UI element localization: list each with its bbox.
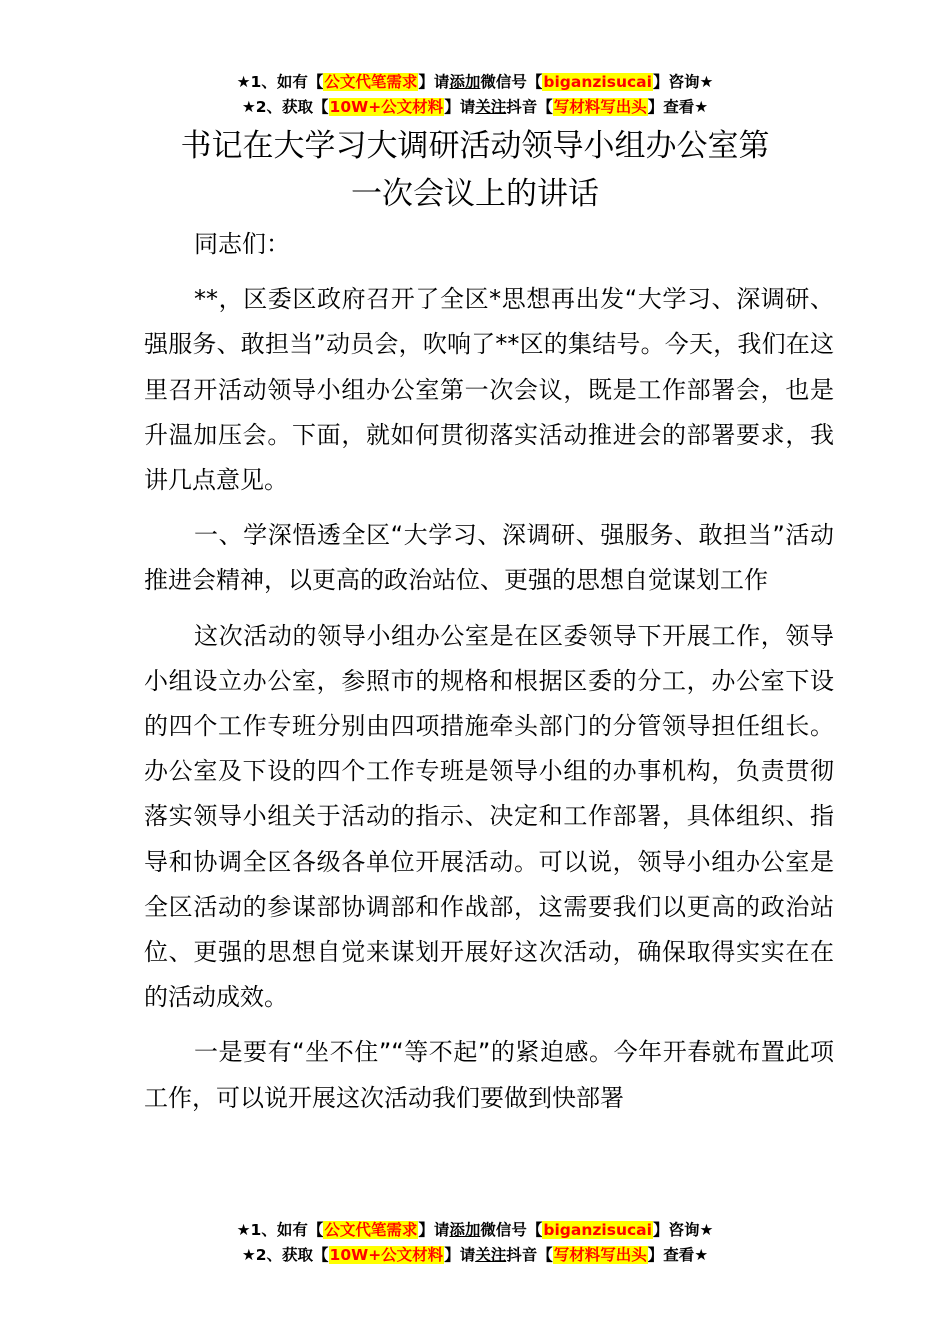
paragraph: 这次活动的领导小组办公室是在区委领导下开展工作，领导小组设立办公室，参照市的规格和根据区委的分工，办公室下设的四个工作专班分别由四项措施牵头部门的分管领导担任组长。办公室及下设的四个工作专班是领导小组的办事机构，负责贯彻落实领导小组关于活动的指示、决定和工作部署，具体组织、指导和协调全区各级各单位开展活动。可以说，领导小组办公室是全区活动的参谋部协调部和作战部，这需要我们以更高的政治站位、更强的思想自觉来谋划开展好这次活动，确保取得实实在在的活动成效。 [144, 621, 834, 1012]
highlight-materials: 10W+公文材料 [329, 98, 444, 116]
promo-banner-bottom [0, 1218, 950, 1268]
promo-line-1: ★1、如有【公文代笔需求】请添加微信号【biganzisucai】咨询★ [236, 73, 714, 91]
title-line-2: 一次会议上的讲话 [351, 176, 599, 212]
document-title [140, 122, 810, 218]
highlight-materials: 10W+公文材料 [329, 1246, 444, 1264]
star-icon: ★ [236, 73, 251, 91]
paragraph: **，区委区政府召开了全区*思想再出发“大学习、深调研、强服务、敢担当”动员会，吹响了**区的集结号。今天，我们在这里召开活动领导小组办公室第一次会议，既是工作部署会，也是升温加压会。下面，就如何贯彻落实活动推进会的部署要求，我讲几点意见。 [144, 285, 834, 495]
paragraph: 一是要有“坐不住”“等不起”的紧迫感。今年开春就布置此项工作，可以说开展这次活动我们要做到快部署 [144, 1038, 834, 1112]
highlight-wechat-id: biganzisucai [543, 1221, 652, 1239]
highlight-service: 公文代笔需求 [324, 73, 418, 91]
title-line-1: 书记在大学习大调研活动领导小组办公室第 [180, 128, 770, 164]
promo-line-1: ★1、如有【公文代笔需求】请添加微信号【biganzisucai】咨询★ [236, 1221, 714, 1239]
highlight-douyin: 写材料写出头 [553, 1246, 647, 1264]
promo-line-2: ★2、获取【10W+公文材料】请关注抖音【写材料写出头】查看★ [241, 1246, 709, 1264]
highlight-service: 公文代笔需求 [324, 1221, 418, 1239]
salutation: 同志们： [194, 230, 290, 258]
section-heading: 一、学深悟透全区“大学习、深调研、强服务、敢担当”活动推进会精神，以更高的政治站位、更强的思想自觉谋划工作 [144, 521, 834, 595]
promo-banner-top [0, 70, 950, 120]
star-icon: ★ [236, 1221, 251, 1239]
star-icon: ★ [241, 98, 256, 116]
star-icon: ★ [241, 1246, 256, 1264]
document-body [144, 222, 834, 1131]
promo-line-2: ★2、获取【10W+公文材料】请关注抖音【写材料写出头】查看★ [241, 98, 709, 116]
highlight-wechat-id: biganzisucai [543, 73, 652, 91]
highlight-douyin: 写材料写出头 [553, 98, 647, 116]
